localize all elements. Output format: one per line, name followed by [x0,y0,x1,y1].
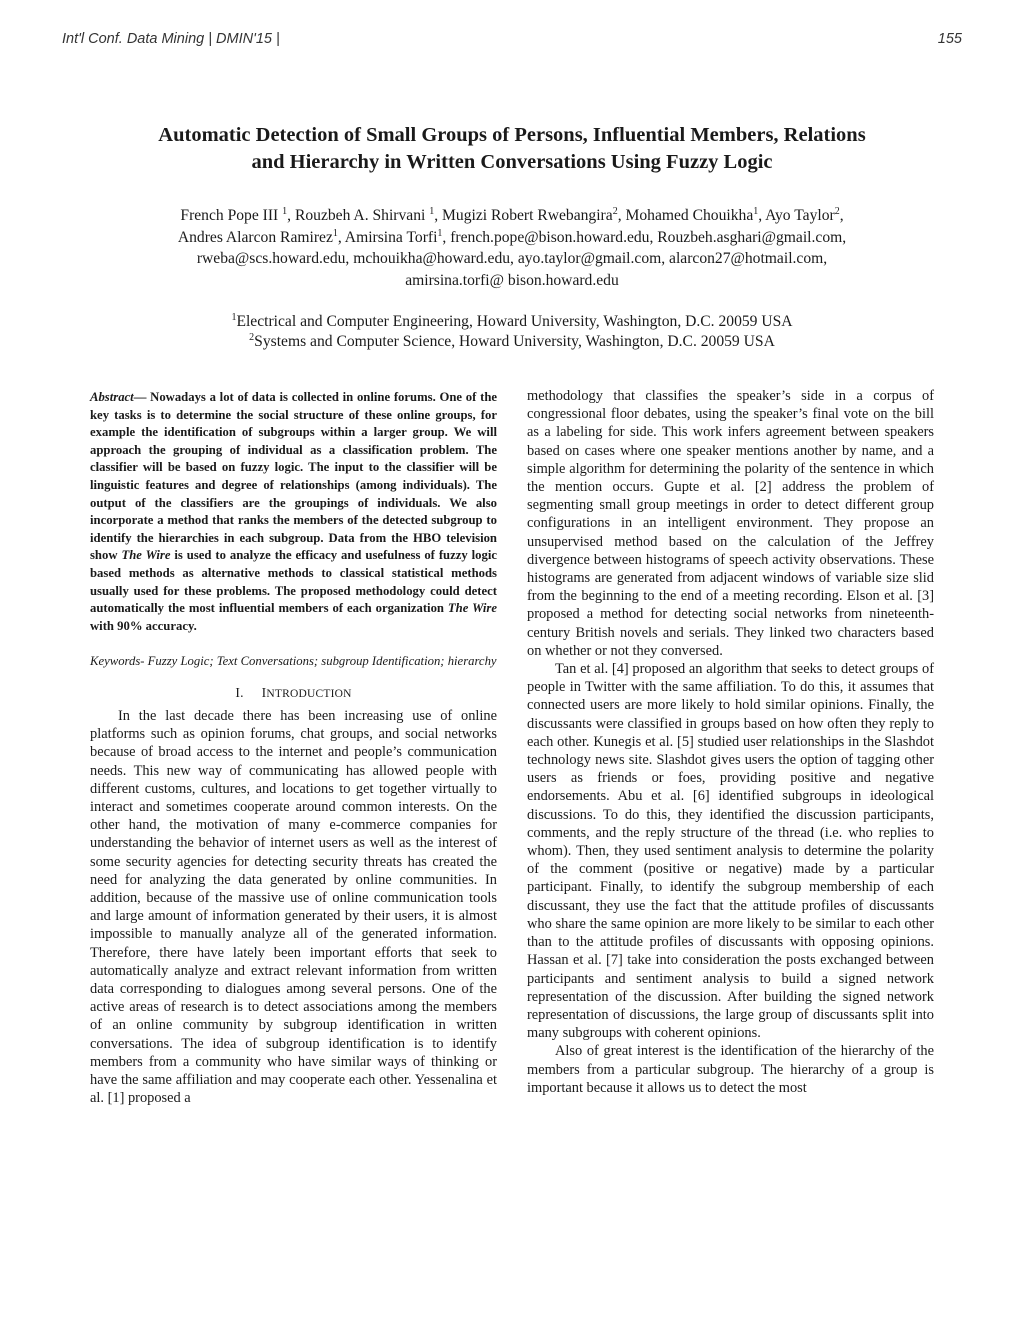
section-number: I. [235,684,244,700]
affiliation-text: Electrical and Computer Engineering, Howard University, Washington, D.C. 20059 USA [236,313,793,330]
affiliation-2 [100,332,924,352]
abstract [90,389,497,635]
intro-paragraph: In the last decade there has been increasing use of online platforms such as opinion forums, chat groups, and social networks because of broad access to the internet and people’s communication needs. This new way of communicating has allowed people with different customs, cultures, and locations to get together virtually to interact and sometimes cooperate around common interests. On the other hand, the motivation of many e-commerce companies for understanding the behavior of internet users as well as the interest of some security agencies for detecting security threats has created the need for analyzing the data generated by online communities. In addition, because of the massive use of online communication tools and large amount of information generated by their users, it is almost impossible to manually analyze all of the generated information. Therefore, there have lately been important efforts that seek to automatically analyze and extract relevant information from written data corresponding to dialogues among several persons. One of the active areas of research is to detect associations among the members of an online community by subgroup identification in written conversations. The idea of subgroup identification is to identify members from a community who have similar ways of thinking or have the same affiliation and may cooperate each other. Yessenalina et al. [1] proposed a [90,707,497,1107]
comma: , [839,207,844,224]
author-name: , Amirsina Torfi [337,228,438,246]
section-heading [90,685,497,701]
abstract-text: with 90% accuracy. [90,618,197,633]
author-name: , Ayo Taylor [758,207,835,224]
affiliation-sup: 2 [249,331,255,343]
author-name: Andres Alarcon Ramirez [177,228,333,246]
page-number: 155 [937,31,962,47]
paragraph: Also of great interest is the identification of the hierarchy of the members from a particular subgroup. The hierarchy of a group is important because it allows us to detect the most [527,1043,934,1096]
affiliations [100,312,924,352]
abstract-show-title: The Wire [121,548,171,563]
running-header: Int'l Conf. Data Mining | DMIN'15 | [62,31,280,47]
author-sup: 1 [282,205,288,217]
author-name: , Rouzbeh A. Shirvani [287,207,426,224]
abstract-text: is used to analyze the efficacy and usefulness of fuzzy logic based methods as alternative methods to classical statistical methods usually used for these problems. The proposed methodology could detect automatically the most influential members of each organization [90,548,497,616]
author-sup: 1 [429,205,435,217]
paper-title [60,122,964,176]
left-column [90,389,497,1107]
abstract-label: Abstract [90,390,134,404]
author-line-1 [80,205,944,227]
abstract-dash: — [133,390,151,404]
abstract-show-title: The Wire [447,601,497,616]
author-emails: , french.pope@bison.howard.edu, Rouzbeh.asghari@gmail.com, [442,228,847,246]
title-line-1: Automatic Detection of Small Groups of Persons, Influential Members, Relations [158,124,866,146]
author-sup: 1 [332,227,338,239]
author-sup: 2 [834,205,840,217]
author-emails-line: amirsina.torfi@ bison.howard.edu [405,271,619,289]
author-name: , Mohamed Chouikha [617,207,754,224]
affiliation-text: Systems and Computer Science, Howard University, Washington, D.C. 20059 USA [254,333,775,350]
author-sup: 1 [437,227,443,239]
affiliation-sup: 1 [231,311,237,323]
section-title-rest: NTRODUCTION [266,687,352,700]
section-title-initial: I [261,684,267,700]
affiliation-1 [100,312,924,332]
author-name: , Mugizi Robert Rwebangira [434,207,613,224]
title-line-2: and Hierarchy in Written Conversations Using Fuzzy Logic [251,151,773,173]
author-emails-line: rweba@scs.howard.edu, mchouikha@howard.edu, ayo.taylor@gmail.com, alarcon27@hotmail.com, [196,250,828,267]
author-line-2 [80,227,944,249]
author-block [80,205,944,291]
keywords: Keywords- Fuzzy Logic; Text Conversations; subgroup Identification; hierarchy [90,654,497,669]
abstract-text: Nowadays a lot of data is collected in online forums. One of the key tasks is to determine the social structure of these online groups, for example the identification of subgroups within a larger group. We will approach the grouping of individual as a classification problem. The classifier will be based on fuzzy logic. The input to the classifier will be linguistic features and degree of relationships (among individuals). The output of the classifiers are the groupings of individuals. We also incorporate a method that ranks the members of the detected subgroup to identify the hierarchies in each subgroup. Data from the HBO television show [90,390,498,563]
paragraph: methodology that classifies the speaker’s side in a corpus of congressional floor debates, using the speaker’s final vote on the bill as a labeling for side. This work infers agreement between speakers based on cases where one speaker mentions another by name, and a simple algorithm for determining the polarity of the sentence in which the mention occurs. Gupte et al. [2] address the problem of segmenting small group meetings in order to detect different group configurations in an intelligent environment. They propose an unsupervised method based on the calculation of the Jeffrey divergence between histograms of speech activity observations. These histograms are generated from adjacent windows of variable size slid from the beginning to the end of a meeting recording. Elson et al. [3] proposed a method for detecting social networks from nineteenth-century British novels and serials. They linked two characters based on whether or not they conversed. [527,388,934,659]
paragraph: Tan et al. [4] proposed an algorithm that seeks to detect groups of people in Twitter with the same affiliation. To do this, it assumes that connected users are more likely to hold similar opinions. Finally, the discussants were classified in groups based on how often they reply to each other. Kunegis et al. [5] studied user relationships in the Slashdot technology news site. Slashdot gives users the option of tagging other users as friends or foes, providing positive and negative endorsements. Abu et al. [6] identified subgroups in ideological discussions. To do this, they identified the discussion participants, comments, and the reply structure of the thread (i.e. who replies to whom). Then, they used sentiment analysis to determine the polarity of the comment (positive or negative) made by a particular participant. Finally, to identify the subgroup membership of each discussant, they use the fact that the attitude profiles of discussants who share the same opinion are more likely to be similar to each other than to the attitude profiles of discussants with opposing opinions. Hassan et al. [7] take into consideration the posts exchanged between participants and sentiment analysis to build a signed network representation of the discussion. After building the signed network representation of discussions, the large group of discussants split into many subgroups with coherent opinions. [527,661,934,1042]
author-name: French Pope III [180,207,279,224]
author-sup: 1 [753,205,759,217]
right-column [527,387,934,1097]
author-sup: 2 [612,205,618,217]
